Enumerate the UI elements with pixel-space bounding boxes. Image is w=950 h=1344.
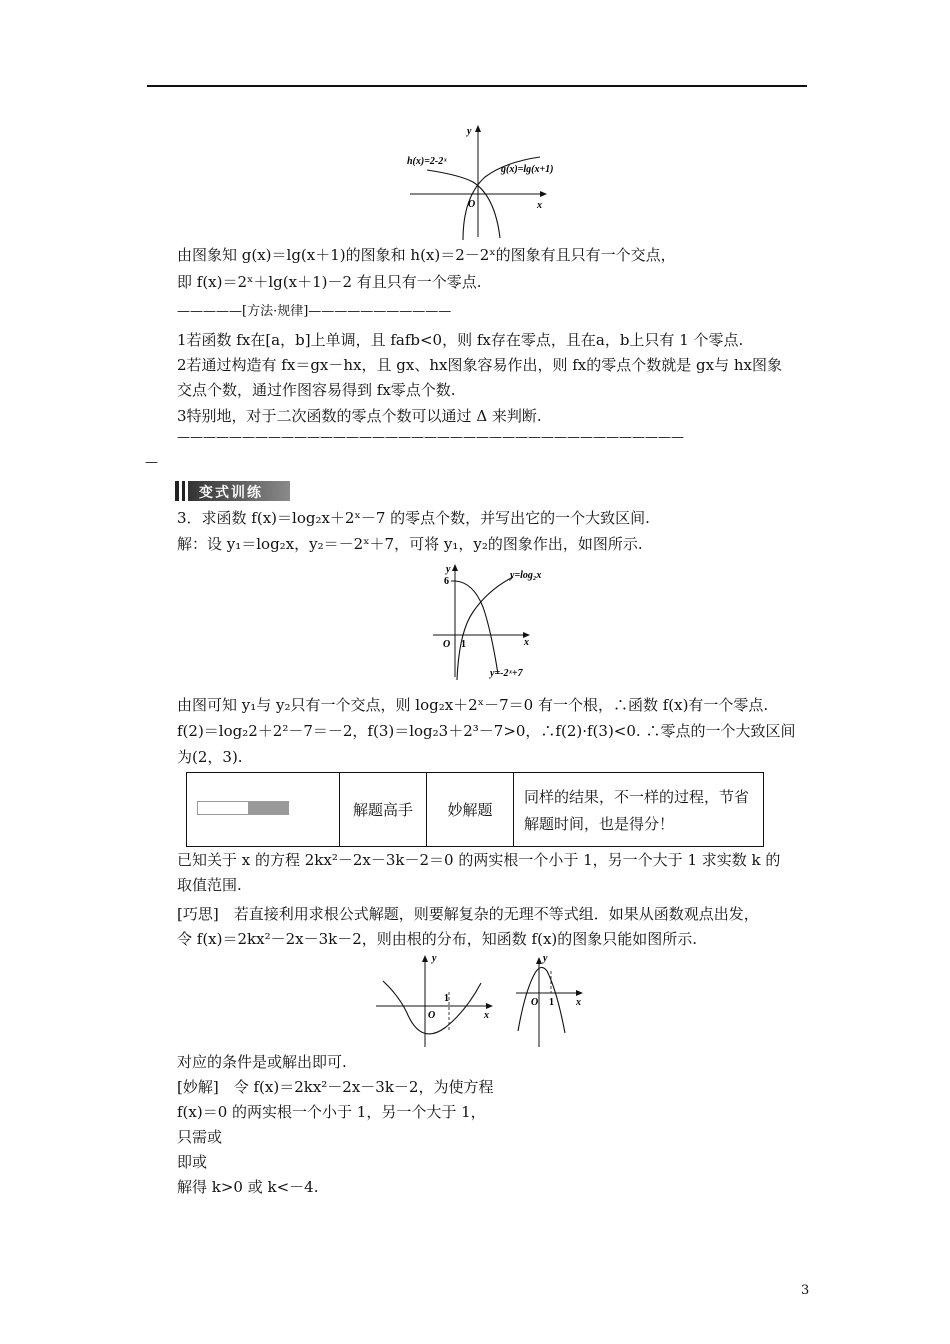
problem-line1: 已知关于 x 的方程 2kx²－2x－3k－2＝0 的两实根一个小于 1，另一个大于 1 求实数 k 的 (177, 851, 781, 869)
tip-col3 (514, 773, 764, 847)
para1-line1: 由图象知 g(x)＝lg(x＋1)的图象和 h(x)＝2－2ˣ的图象有且只有一个交点， (177, 246, 676, 264)
y-label: y (432, 953, 437, 964)
y-label: y (543, 953, 548, 964)
graph-parabola-up (371, 951, 501, 1051)
origin-label: O (428, 1010, 436, 1021)
origin-label: O (531, 997, 539, 1008)
method-item2a: 2若通过构造有 fx＝gx－hx，且 gx、hx图象容易作出，则 fx的零点个数就是 gx与 hx图象 (177, 356, 782, 374)
parabola-down (518, 967, 565, 1033)
x-label: x (484, 1010, 489, 1021)
graph-log-exp (428, 562, 563, 682)
tip-col3-line1: 同样的结果，不一样的过程，节省 (524, 787, 750, 806)
header-rule (147, 85, 807, 87)
graph-h-g (405, 122, 555, 240)
q3-solution: 解：设 y₁＝log₂x，y₂＝－2ˣ＋7，可将 y₁，y₂的图象作出，如图所示. (177, 535, 643, 553)
method-rule: ——————————————————————————————————————— (177, 430, 684, 445)
x-arrow-icon (486, 1003, 493, 1009)
one-label: 1 (444, 993, 449, 1004)
variant-training-banner (175, 481, 290, 501)
y-arrow-icon (475, 125, 481, 132)
one-label: 1 (461, 639, 466, 650)
h-label: h(x)=2-2ˣ (407, 156, 447, 167)
miaojie-line1: 对应的条件是或解出即可. (177, 1053, 347, 1071)
y-arrow-icon (422, 955, 428, 962)
tip-col3-line2: 解题时间，也是得分！ (524, 814, 675, 833)
conclusion-line2: f(2)＝log₂2＋2²－7＝－2，f(3)＝log₂3＋2³－7>0，∴f(2)·f(3)<0. ∴零点的一个大致区间 (177, 722, 796, 740)
method-header: —————[方法·规律]——————————— (177, 304, 452, 319)
x-label: x (537, 200, 542, 211)
log-label: y=log₂x (510, 570, 542, 581)
tip-col2: 妙解题 (427, 773, 514, 847)
miaojie-line4: 只需或 (177, 1128, 223, 1146)
banner-label: 变式训练 (199, 485, 263, 501)
log-curve (457, 577, 513, 680)
origin-label: O (468, 199, 476, 210)
qiaosi-line2: 令 f(x)＝2kx²－2x－3k－2，则由根的分布，知函数 f(x)的图象只能如图所示. (177, 930, 698, 948)
y-label: y (467, 126, 472, 137)
para1-line2: 即 f(x)＝2ˣ＋lg(x＋1)－2 有且只有一个零点. (177, 273, 482, 291)
exp-label: y=-2ˣ+7 (490, 668, 523, 679)
qiaosi-line1: [巧思] 若直接利用求根公式解题，则要解复杂的无理不等式组．如果从函数观点出发， (177, 905, 759, 923)
x-label: x (524, 637, 529, 648)
y-arrow-icon (536, 957, 542, 964)
method-rule-tail: — (145, 455, 158, 470)
origin-label: O (443, 639, 451, 650)
tip-bar-icon (197, 801, 289, 815)
problem-line2: 取值范围. (177, 876, 242, 894)
conclusion-line3: 为(2，3). (177, 748, 243, 766)
y-arrow-icon (452, 564, 458, 571)
one-label: 1 (549, 997, 554, 1008)
miaojie-line5: 即或 (177, 1153, 208, 1171)
method-item2b: 交点个数，通过作图容易得到 fx零点个数. (177, 381, 456, 399)
x-label: x (576, 997, 581, 1008)
miaojie-line2: [妙解] 令 f(x)＝2kx²－2x－3k－2，为使方程 (177, 1078, 494, 1096)
miaojie-line3: f(x)＝0 的两实根一个小于 1，另一个大于 1， (177, 1103, 486, 1121)
x-arrow-icon (540, 191, 547, 197)
tip-col1: 解题高手 (340, 773, 427, 847)
page-number: 3 (801, 1283, 810, 1298)
tip-decor-cell (187, 773, 340, 847)
six-label: 6 (444, 576, 449, 587)
exp-curve (455, 581, 498, 674)
method-item1: 1若函数 fx在[a，b]上单调，且 fafb<0，则 fx存在零点，且在a，b上只有 1 个零点. (177, 331, 744, 349)
x-arrow-icon (576, 990, 583, 996)
tip-box (186, 772, 764, 847)
q3-question: 3．求函数 f(x)＝log₂x＋2ˣ－7 的零点个数，并写出它的一个大致区间. (177, 509, 650, 527)
method-item3: 3特别地，对于二次函数的零点个数可以通过 Δ 来判断. (177, 407, 542, 425)
conclusion-line1: 由图可知 y₁与 y₂只有一个交点，则 log₂x＋2ˣ－7＝0 有一个根，∴函数 f(x)有一个零点. (177, 696, 769, 714)
g-label: g(x)=lg(x+1) (501, 164, 554, 175)
miaojie-line6: 解得 k>0 或 k<－4. (177, 1178, 319, 1196)
parabola-up (383, 981, 481, 1034)
graph-parabola-down (513, 951, 593, 1051)
y-label: y (446, 564, 451, 575)
